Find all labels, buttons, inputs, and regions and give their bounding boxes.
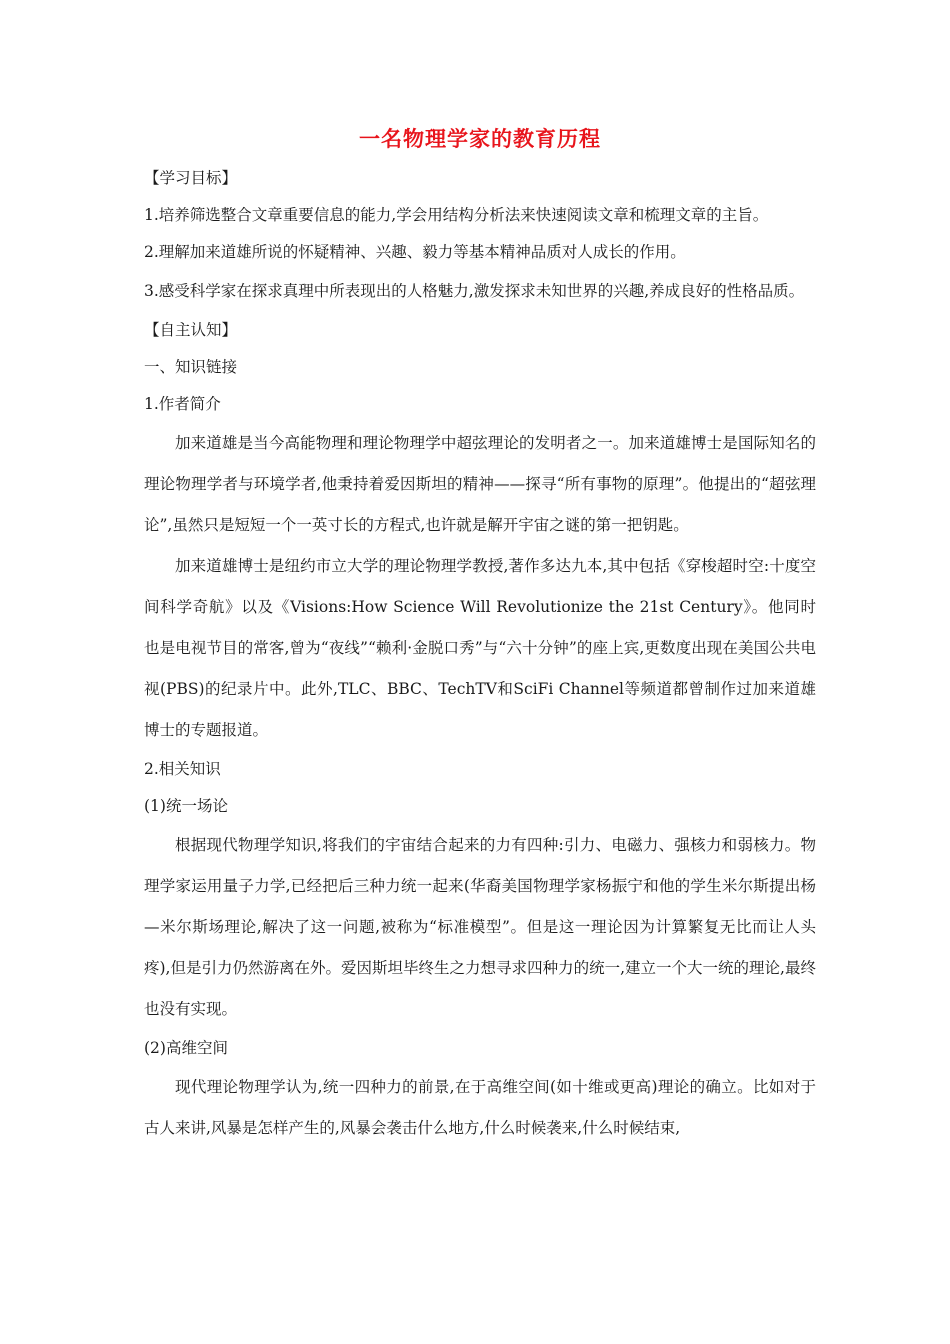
goal-item-1: 1.培养筛选整合文章重要信息的能力,学会用结构分析法来快速阅读文章和梳理文章的主旨。 [144,206,769,224]
unified-field-paragraph: 根据现代物理学知识,将我们的宇宙结合起来的力有四种:引力、电磁力、强核力和弱核力。物理学家运用量子力学,已经把后三种力统一起来(华裔美国物理学家杨振宁和他的学生米尔斯提出杨—米尔斯场理论,解决了这一问题,被称为“标准模型”。但是这一理论因为计算繁复无比而让人头疼),但是引力仍然游离在外。爱因斯坦毕终生之力想寻求四种力的统一,建立一个大一统的理论,最终也没有实现。 [144,836,816,1018]
unified-field-heading: (1)统一场论 [144,797,228,815]
document-page [144,120,816,1149]
knowledge-link-heading: 一、知识链接 [144,358,238,376]
author-intro-paragraph-2: 加来道雄博士是纽约市立大学的理论物理学教授,著作多达九本,其中包括《穿梭超时空:十度空间科学奇航》以及《Visions:How Science Will Revolutionize the 21st Century》。他同时也是电视节目的常客,曾为“夜线”“赖利·金脱口秀”与“六十分钟”的座上宾,更数度出现在美国公共电视(PBS)的纪录片中。此外,TLC、BBC、TechTV和SciFi Channel等频道都曾制作过加来道雄博士的专题报道。 [144,557,816,739]
author-intro-paragraph-1: 加来道雄是当今高能物理和理论物理学中超弦理论的发明者之一。加来道雄博士是国际知名的理论物理学者与环境学者,他秉持着爱因斯坦的精神——探寻“所有事物的原理”。他提出的“超弦理论”,虽然只是短短一个一英寸长的方程式,也许就是解开宇宙之谜的第一把钥匙。 [144,434,816,534]
goals-heading: 【学习目标】 [144,169,238,187]
goal-item-3: 3.感受科学家在探求真理中所表现出的人格魅力,激发探求未知世界的兴趣,养成良好的性格品质。 [144,282,805,300]
document-title: 一名物理学家的教育历程 [359,126,601,151]
higher-dimension-paragraph: 现代理论物理学认为,统一四种力的前景,在于高维空间(如十维或更高)理论的确立。比如对于古人来讲,风暴是怎样产生的,风暴会袭击什么地方,什么时候袭来,什么时候结束, [144,1078,816,1137]
higher-dimension-heading: (2)高维空间 [144,1039,228,1057]
related-knowledge-heading: 2.相关知识 [144,760,221,778]
self-heading: 【自主认知】 [144,321,238,339]
goal-item-2: 2.理解加来道雄所说的怀疑精神、兴趣、毅力等基本精神品质对人成长的作用。 [144,243,686,261]
author-intro-heading: 1.作者简介 [144,395,221,413]
